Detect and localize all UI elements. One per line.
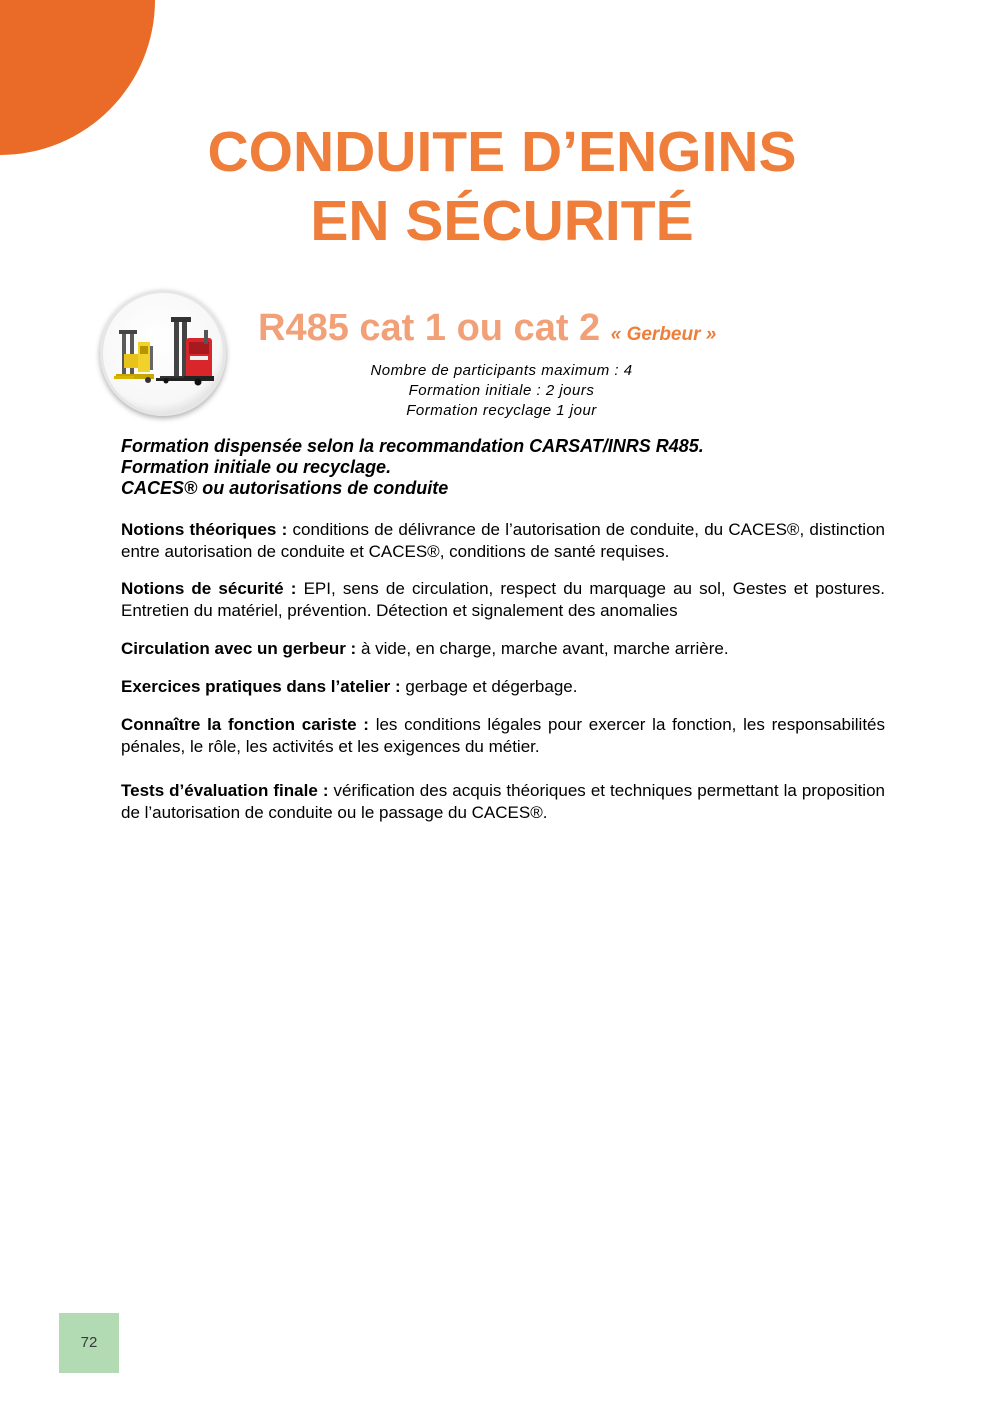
notion-label: Notions théoriques : bbox=[121, 520, 288, 539]
notion-paragraph bbox=[121, 519, 885, 563]
notion-paragraph bbox=[121, 638, 885, 660]
notion-paragraph bbox=[121, 578, 885, 622]
initial-training-duration: Formation initiale : 2 jours bbox=[408, 382, 595, 399]
page-title bbox=[0, 118, 1004, 256]
notion-text: conditions de délivrance de l’autorisation de conduite, du CACES®, distinction entre autorisation de conduite et CACES®, conditions de santé requises. bbox=[121, 520, 885, 561]
stacker-forklift-icon bbox=[100, 290, 226, 416]
notion-paragraph bbox=[121, 714, 885, 758]
notion-text: EPI, sens de circulation, respect du marquage au sol, Gestes et postures. Entretien du matériel, prévention. Détection et signalement des anomalies bbox=[121, 579, 885, 620]
notion-label: Connaître la fonction cariste : bbox=[121, 715, 369, 734]
notion-text: les conditions légales pour exercer la fonction, les responsabilités pénales, le rôle, les activités et les exigences du métier. bbox=[121, 715, 885, 756]
course-meta bbox=[250, 361, 753, 421]
course-title-text: R485 cat 1 ou cat 2 bbox=[258, 307, 601, 349]
intro-line: Formation dispensée selon la recommandation CARSAT/INRS R485. bbox=[121, 436, 704, 456]
notion-text: à vide, en charge, marche avant, marche arrière. bbox=[360, 639, 729, 658]
notion-label: Tests d’évaluation finale : bbox=[121, 781, 329, 800]
page-title-line-2: EN SÉCURITÉ bbox=[310, 189, 694, 253]
page-number: 72 bbox=[59, 1313, 119, 1373]
notion-label: Notions de sécurité : bbox=[121, 579, 297, 598]
notion-paragraph bbox=[121, 676, 885, 698]
course-title bbox=[258, 306, 716, 357]
intro-line: Formation initiale ou recyclage. bbox=[121, 457, 392, 477]
notion-text: vérification des acquis théoriques et techniques permettant la proposition de l’autorisation de conduite ou le passage du CACES®. bbox=[121, 781, 885, 822]
notion-paragraph bbox=[121, 780, 885, 824]
notion-label: Circulation avec un gerbeur : bbox=[121, 639, 357, 658]
page-title-line-1: CONDUITE D’ENGINS bbox=[207, 120, 797, 184]
intro-block bbox=[121, 436, 704, 499]
max-participants: Nombre de participants maximum : 4 bbox=[370, 362, 633, 379]
notion-label: Exercices pratiques dans l’atelier : bbox=[121, 677, 401, 696]
stacker-illustration bbox=[100, 290, 226, 416]
notion-text: gerbage et dégerbage. bbox=[405, 677, 578, 696]
refresher-training-duration: Formation recyclage 1 jour bbox=[406, 402, 597, 419]
course-subtitle: « Gerbeur » bbox=[610, 324, 717, 345]
course-content bbox=[121, 519, 885, 824]
intro-line: CACES® ou autorisations de conduite bbox=[121, 478, 449, 498]
